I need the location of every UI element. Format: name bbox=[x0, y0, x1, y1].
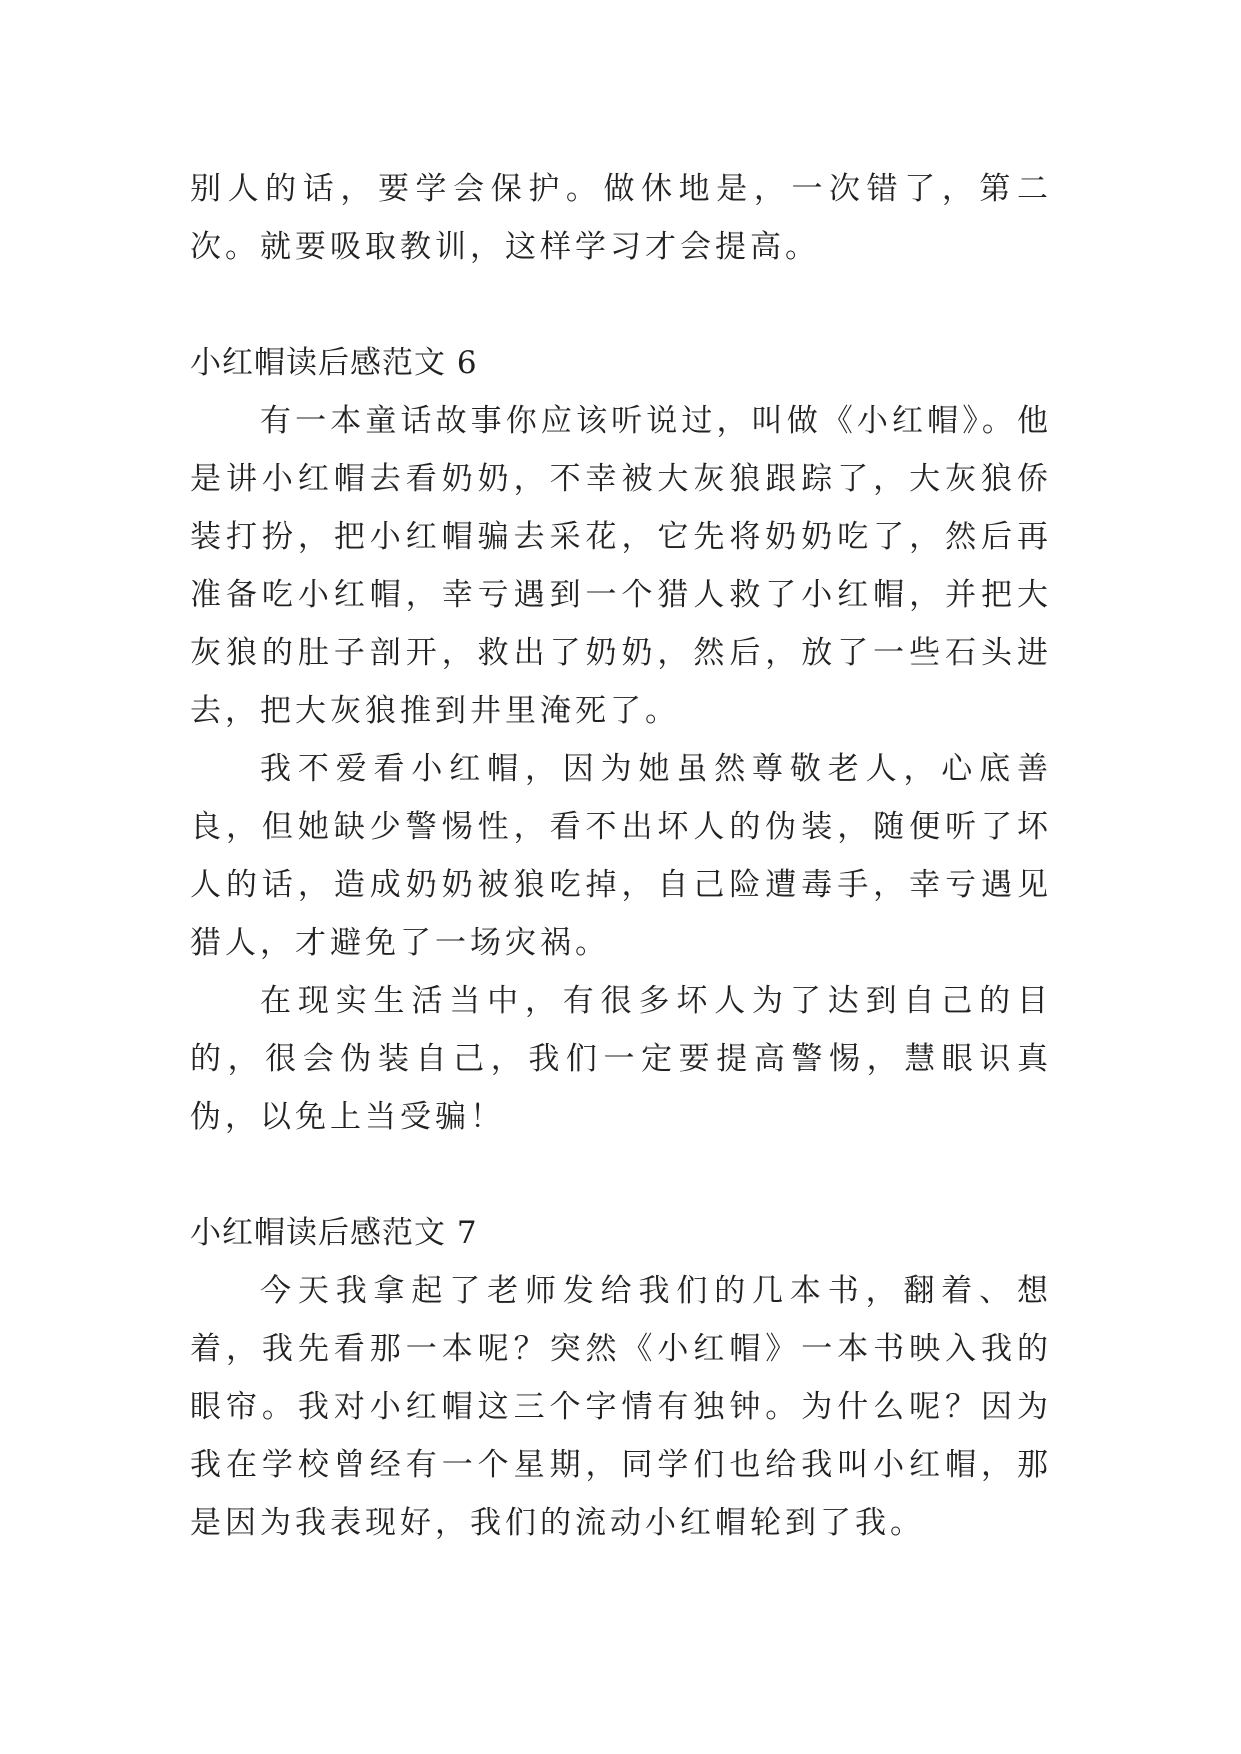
section-gap bbox=[190, 1146, 1052, 1204]
section-title-7: 小红帽读后感范文 7 bbox=[190, 1215, 478, 1251]
section-6-paragraph-3: 在现实生活当中，有很多坏人为了达到自己的目的，很会伪装自己，我们一定要提高警惕，慧眼识真伪，以免上当受骗！ bbox=[190, 983, 1052, 1135]
section-gap bbox=[190, 276, 1052, 334]
section-title-6: 小红帽读后感范文 6 bbox=[190, 345, 478, 381]
section-6-paragraph-2: 我不爱看小红帽，因为她虽然尊敬老人，心底善良，但她缺少警惕性，看不出坏人的伪装，随便听了坏人的话，造成奶奶被狼吃掉，自己险遭毒手，幸亏遇见猎人，才避免了一场灾祸。 bbox=[190, 751, 1052, 961]
document-body bbox=[190, 160, 1052, 1552]
section-6-paragraph-1: 有一本童话故事你应该听说过，叫做《小红帽》。他是讲小红帽去看奶奶，不幸被大灰狼跟踪了，大灰狼侨装打扮，把小红帽骗去采花，它先将奶奶吃了，然后再准备吃小红帽，幸亏遇到一个猎人救了小红帽，并把大灰狼的肚子剖开，救出了奶奶，然后，放了一些石头进去，把大灰狼推到井里淹死了。 bbox=[190, 403, 1052, 729]
section-7-paragraph-1: 今天我拿起了老师发给我们的几本书，翻着、想着，我先看那一本呢？突然《小红帽》一本书映入我的眼帘。我对小红帽这三个字情有独钟。为什么呢？因为我在学校曾经有一个星期，同学们也给我叫小红帽，那是因为我表现好，我们的流动小红帽轮到了我。 bbox=[190, 1273, 1052, 1541]
intro-paragraph: 别人的话，要学会保护。做休地是，一次错了，第二次。就要吸取教训，这样学习才会提高。 bbox=[190, 171, 1052, 265]
